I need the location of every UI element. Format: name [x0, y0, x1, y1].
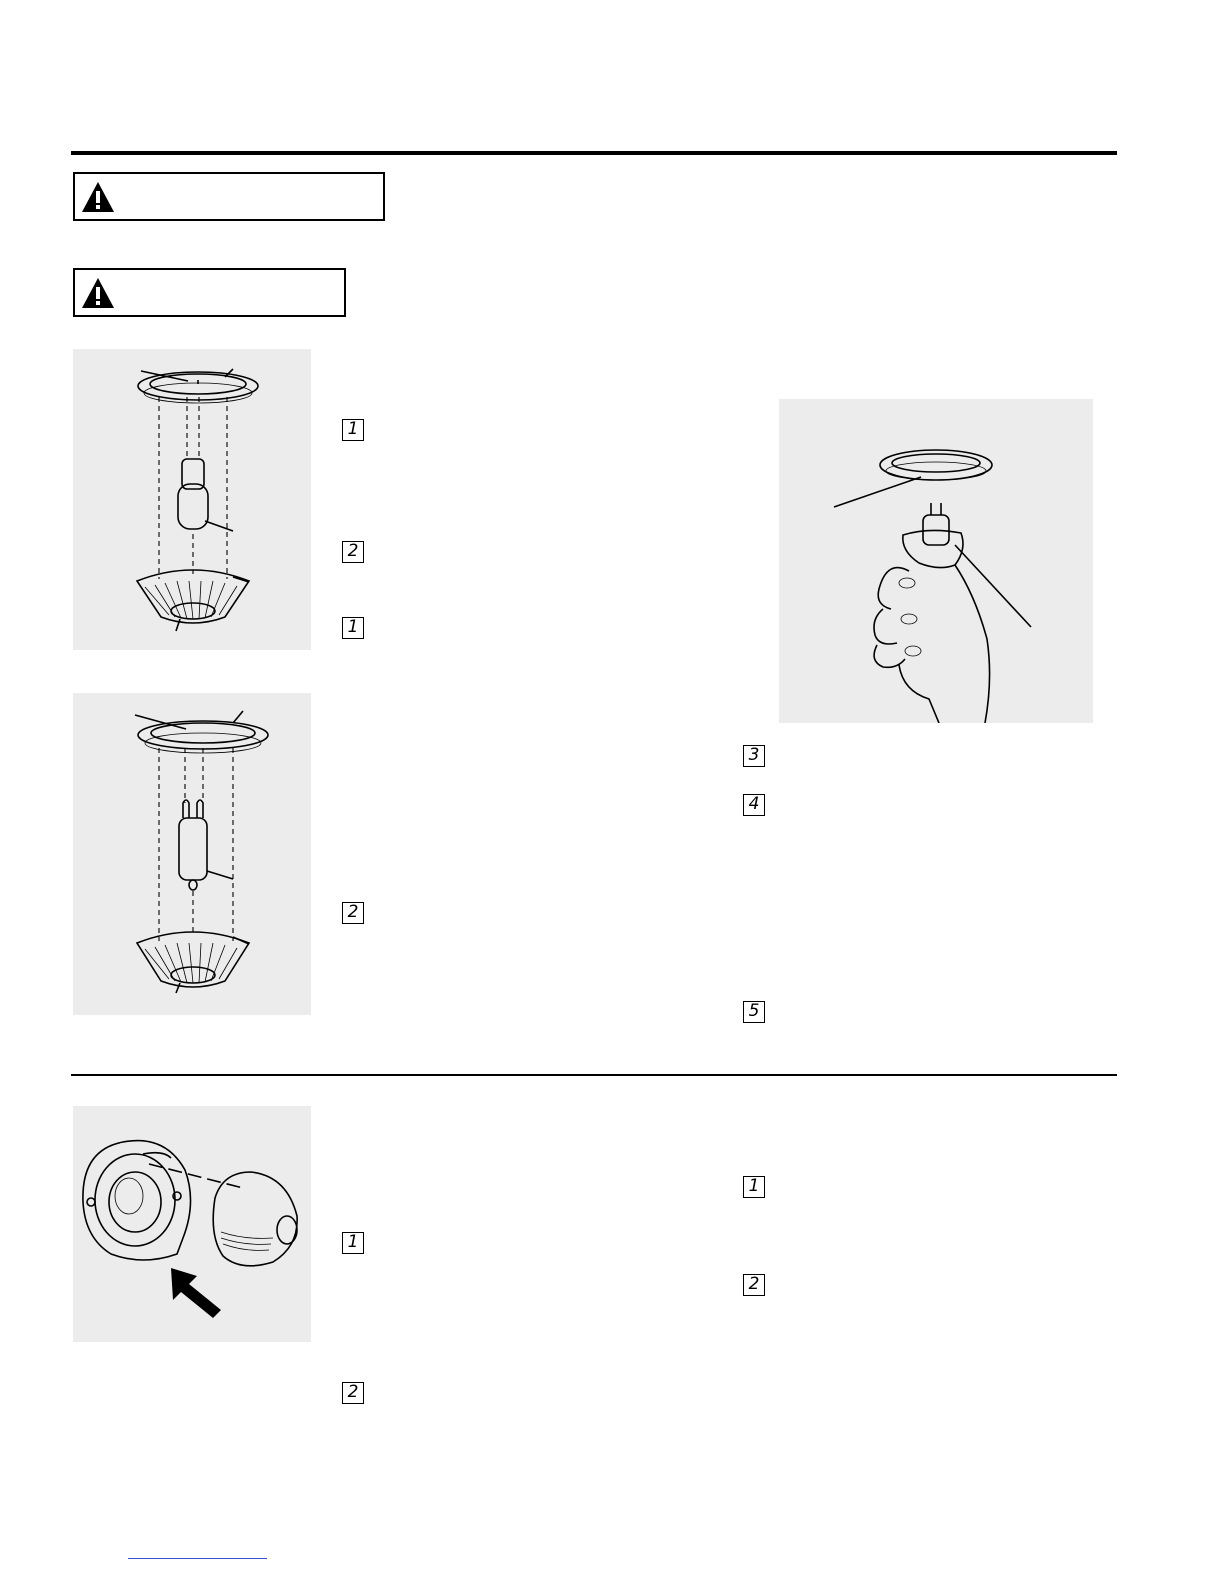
hand-bulb-illustration [779, 399, 1093, 723]
step-number-box: 1 [743, 1176, 765, 1198]
step-number-box: 4 [743, 794, 765, 816]
warning-triangle-icon [81, 276, 115, 310]
warning-box-1 [73, 172, 385, 221]
step-number-box: 1 [342, 419, 364, 441]
halogen-bulb-exploded-diagram-icon [73, 693, 311, 1015]
light-cover-illustration [73, 1106, 311, 1342]
step-number-box: 5 [743, 1001, 765, 1023]
step-number-box: 3 [743, 745, 765, 767]
hand-holding-bulb-illustration-icon [779, 399, 1093, 723]
halogen-bulb-diagram-2 [73, 693, 311, 1015]
warning-triangle-icon [81, 180, 115, 214]
light-cover-removal-illustration-icon [73, 1106, 311, 1342]
halogen-bulb-exploded-diagram-icon [73, 349, 311, 650]
step-number-box: 1 [342, 617, 364, 639]
warning-box-2 [73, 268, 346, 317]
section-divider [71, 1074, 1117, 1076]
step-number-box: 2 [342, 1382, 364, 1404]
step-number-box: 1 [342, 1232, 364, 1254]
step-number-box: 2 [342, 541, 364, 563]
step-number-box: 2 [743, 1274, 765, 1296]
step-number-box: 2 [342, 902, 364, 924]
halogen-bulb-diagram-1 [73, 349, 311, 650]
section-top-rule [71, 151, 1117, 155]
link-underline[interactable] [128, 1558, 267, 1559]
